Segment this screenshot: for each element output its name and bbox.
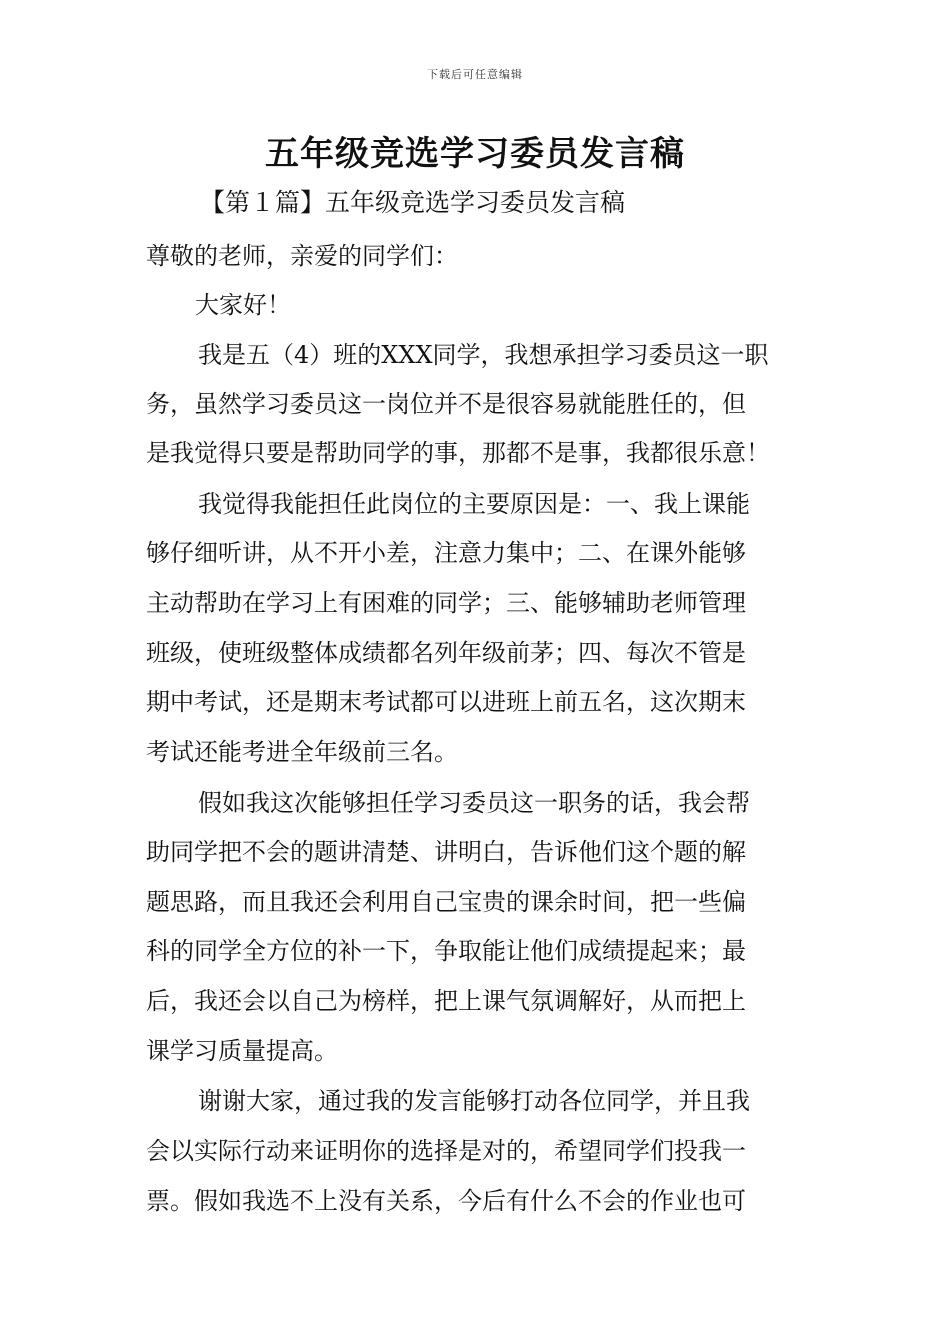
paragraph-line: 班级，使班级整体成绩都名列年级前茅；四、每次不管是 (146, 639, 746, 667)
paragraph-line: 是我觉得只要是帮助同学的事，那都不是事，我都很乐意！ (146, 439, 770, 467)
document-subtitle: 【第１篇】五年级竞选学习委员发言稿 (200, 188, 626, 217)
salutation: 尊敬的老师，亲爱的同学们： (146, 242, 458, 270)
document-title: 五年级竞选学习委员发言稿 (265, 134, 685, 174)
page-header: 下载后可任意编辑 (427, 68, 523, 81)
paragraph-line: 假如我这次能够担任学习委员这一职务的话，我会帮 (198, 789, 750, 817)
paragraph-line: 助同学把不会的题讲清楚、讲明白，告诉他们这个题的解 (146, 838, 746, 866)
paragraph-line: 题思路，而且我还会利用自己宝贵的课余时间，把一些偏 (146, 888, 746, 916)
greeting: 大家好！ (195, 291, 291, 319)
paragraph-line: 够仔细听讲，从不开小差，注意力集中；二、在课外能够 (146, 539, 746, 567)
paragraph-line: 后，我还会以自己为榜样，把上课气氛调解好，从而把上 (146, 987, 746, 1015)
paragraph-line: 票。假如我选不上没有关系，今后有什么不会的作业也可 (146, 1187, 746, 1215)
paragraph-line: 我觉得我能担任此岗位的主要原因是：一、我上课能 (198, 490, 750, 518)
paragraph-line: 课学习质量提高。 (146, 1037, 338, 1065)
paragraph-line: 主动帮助在学习上有困难的同学；三、能够辅助老师管理 (146, 589, 746, 617)
paragraph-line: 谢谢大家，通过我的发言能够打动各位同学，并且我 (198, 1087, 750, 1115)
paragraph-line: 务，虽然学习委员这一岗位并不是很容易就能胜任的，但 (146, 390, 746, 418)
paragraph-line: 科的同学全方位的补一下，争取能让他们成绩提起来；最 (146, 937, 746, 965)
paragraph-line: 考试还能考进全年级前三名。 (146, 738, 458, 766)
paragraph-line: 期中考试，还是期末考试都可以进班上前五名，这次期末 (146, 688, 746, 716)
paragraph-line: 会以实际行动来证明你的选择是对的，希望同学们投我一 (146, 1137, 746, 1165)
paragraph-line: 我是五（4）班的XXX同学，我想承担学习委员这一职 (198, 341, 769, 369)
